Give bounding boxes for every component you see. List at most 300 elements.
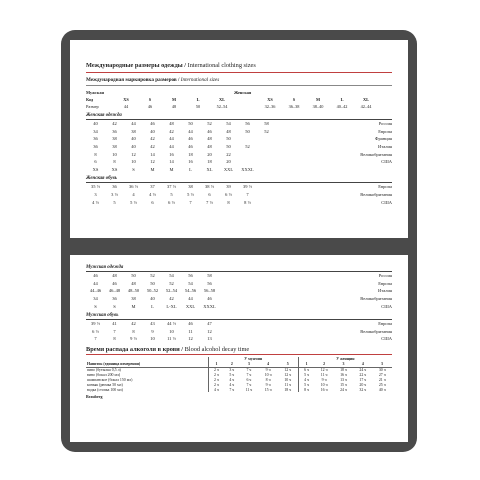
- decay-time: 2 ч: [208, 372, 224, 377]
- table-cell: 10: [131, 159, 136, 165]
- table-cell: 38: [131, 296, 136, 302]
- decay-time: 11 ч: [320, 372, 328, 377]
- alcohol-rule: [86, 354, 392, 355]
- table-cell: 36 ½: [129, 184, 138, 190]
- table-cell: 7: [113, 328, 116, 334]
- size-cell: 44: [123, 104, 129, 109]
- table-cell: 8: [113, 159, 116, 165]
- drink-row: [86, 387, 392, 392]
- table-cell: 39 ½: [91, 321, 100, 327]
- table-cell: 8: [132, 328, 135, 334]
- razmer-label: Размер: [86, 104, 99, 109]
- table-cell: 50: [245, 128, 250, 134]
- table-cell: 42: [131, 321, 136, 327]
- decay-time: 4 ч: [208, 387, 224, 392]
- table-cell: 42: [150, 136, 155, 142]
- table-row: [86, 128, 392, 136]
- weight-header: 3: [334, 362, 353, 367]
- alcohol-title-en: Blood alcohol decay time: [184, 345, 250, 353]
- table-cell: S: [94, 303, 97, 309]
- table-cell: 12: [131, 151, 136, 157]
- table-cell: 20: [226, 159, 231, 165]
- table-cell: 42: [150, 144, 155, 150]
- table-cell: 20: [207, 151, 212, 157]
- decay-time: 9 ч: [265, 367, 271, 372]
- decay-time: 9 ч: [321, 377, 327, 382]
- women-label: Женская: [234, 90, 252, 95]
- table-cell: L-XL: [166, 303, 177, 309]
- size-cell: XS: [267, 97, 273, 102]
- table-row: [86, 135, 392, 143]
- country-label: Великобритания: [360, 151, 392, 157]
- country-label: Россия: [378, 273, 392, 279]
- weight-header: 4: [258, 362, 277, 367]
- country-label: Европа: [378, 280, 392, 286]
- table-cell: 50: [150, 280, 155, 286]
- table-cell: 48: [207, 144, 212, 150]
- table-cell: 36: [112, 184, 117, 190]
- men-group: У мужчин: [208, 357, 298, 362]
- weight-header: 1: [298, 362, 314, 367]
- table-row: [86, 198, 392, 206]
- drink-name: шампанское (бокал 150 мл): [87, 377, 133, 382]
- table-cell: 16: [188, 159, 193, 165]
- brand-logo: Brauberg: [86, 393, 103, 399]
- table-cell: 8 ½: [244, 199, 251, 205]
- women-shoes-title: Женская обувь: [86, 176, 392, 183]
- table-cell: 46: [207, 128, 212, 134]
- table-row: [86, 191, 392, 199]
- table-cell: 34: [93, 128, 98, 134]
- country-label: США: [381, 159, 392, 165]
- table-cell: 40: [93, 121, 98, 127]
- table-cell: 56–58: [203, 288, 216, 294]
- table-cell: 8: [94, 151, 97, 157]
- men-shoes-title: Мужская обувь: [86, 313, 392, 320]
- table-row: [86, 280, 392, 288]
- decay-time: 12 ч: [284, 372, 292, 377]
- subtitle-en: International sizes: [180, 77, 220, 83]
- table-cell: 6: [208, 192, 211, 198]
- country-label: Россия: [378, 121, 392, 127]
- table-row: [86, 272, 392, 280]
- table-cell: 5 ½: [130, 199, 137, 205]
- table-cell: 34: [93, 296, 98, 302]
- table-cell: 11 ½: [167, 336, 176, 342]
- table-cell: 42: [169, 296, 174, 302]
- table-cell: 7: [246, 192, 249, 198]
- table-cell: 48: [169, 121, 174, 127]
- table-cell: 6 ½: [92, 328, 99, 334]
- country-label: США: [381, 199, 392, 205]
- size-cell: S: [292, 97, 296, 102]
- table-cell: 40: [131, 136, 136, 142]
- size-cell: M: [315, 97, 321, 102]
- drink-name: пиво (бутылка 0,5 л): [87, 367, 121, 372]
- decay-time: 7 ч: [246, 382, 252, 387]
- table-cell: 38 ½: [205, 184, 214, 190]
- table-cell: 3: [94, 192, 97, 198]
- size-cell: 52–54: [216, 104, 228, 109]
- table-cell: 56: [188, 273, 193, 279]
- table-cell: 12: [207, 328, 212, 334]
- table-cell: 48: [207, 136, 212, 142]
- decay-time: 10 ч: [284, 377, 292, 382]
- size-cell: 48: [171, 104, 177, 109]
- women-shoes-table: [86, 183, 392, 206]
- weight-header: 4: [353, 362, 372, 367]
- table-cell: 48: [112, 273, 117, 279]
- table-cell: 4: [132, 192, 135, 198]
- decay-time: 17 ч: [359, 377, 367, 382]
- size-cell: 36–38: [288, 104, 300, 109]
- decay-time: 15 ч: [340, 382, 347, 387]
- table-cell: 52: [150, 273, 155, 279]
- weight-header: 2: [224, 362, 239, 367]
- country-label: США: [381, 303, 392, 309]
- decay-time: 11 ч: [284, 382, 292, 387]
- table-cell: 40: [150, 296, 155, 302]
- weight-header: 3: [239, 362, 258, 367]
- page-sizes-alcohol: [70, 255, 408, 442]
- table-cell: 36: [112, 128, 117, 134]
- subtitle-rule: [86, 85, 392, 86]
- table-cell: 38: [131, 128, 136, 134]
- table-cell: 35 ½: [91, 184, 100, 190]
- country-label: Италия: [377, 288, 392, 294]
- table-cell: 44: [93, 280, 98, 286]
- table-cell: 44: [169, 144, 174, 150]
- table-cell: 50: [188, 121, 193, 127]
- men-clothing-table: [86, 272, 392, 310]
- table-cell: 44: [188, 128, 193, 134]
- table-cell: 6 ½: [225, 192, 232, 198]
- table-row: [86, 143, 392, 151]
- decay-time: 9 ч: [265, 382, 271, 387]
- table-cell: 3 ½: [111, 192, 118, 198]
- table-cell: S: [113, 303, 116, 309]
- table-cell: XXXL: [241, 166, 254, 172]
- decay-time: 4 ч: [229, 382, 235, 387]
- gender-row: [86, 89, 392, 96]
- decay-time: 6 ч: [298, 367, 314, 372]
- size-cell: S: [148, 97, 152, 102]
- drink-name: водка (стопка 100 мл): [87, 387, 123, 392]
- table-cell: L: [151, 303, 154, 309]
- decay-time: 2 ч: [208, 382, 224, 387]
- table-cell: 44–46: [89, 288, 102, 294]
- table-cell: 14: [150, 151, 155, 157]
- table-cell: 58: [264, 121, 269, 127]
- table-cell: 11: [188, 328, 193, 334]
- decay-time: 40 ч: [378, 387, 386, 392]
- table-cell: 48–50: [127, 288, 140, 294]
- decay-time: 4 ч: [229, 377, 235, 382]
- table-cell: 46: [207, 296, 212, 302]
- decay-time: 27 ч: [378, 372, 386, 377]
- alcohol-table: [86, 357, 392, 392]
- decay-time: 4 ч: [298, 377, 314, 382]
- table-cell: 39 ½: [243, 184, 252, 190]
- table-cell: 36: [93, 144, 98, 150]
- table-cell: 6: [94, 159, 97, 165]
- decay-time: 32 ч: [359, 387, 367, 392]
- country-label: Великобритания: [360, 192, 392, 198]
- decay-time: 7 ч: [246, 372, 252, 377]
- table-cell: 7 ½: [206, 199, 213, 205]
- table-cell: 7: [189, 199, 192, 205]
- title-rule: [86, 72, 392, 73]
- table-cell: 52–54: [165, 288, 178, 294]
- decay-time: 10 ч: [264, 372, 272, 377]
- men-clothing-title: Мужская одежда: [86, 265, 392, 272]
- decay-time: 11 ч: [245, 387, 253, 392]
- table-cell: 8: [227, 199, 230, 205]
- page-clothing-sizes: [70, 40, 408, 238]
- table-row: [86, 166, 392, 174]
- women-clothing-title: Женская одежда: [86, 113, 392, 120]
- women-group: У женщин: [298, 357, 392, 362]
- table-row: [86, 120, 392, 128]
- table-cell: XS: [92, 166, 99, 172]
- table-cell: XXXL: [203, 303, 216, 309]
- table-row: [86, 150, 392, 158]
- table-cell: 42: [112, 121, 117, 127]
- table-row: [86, 328, 392, 336]
- table-cell: 56: [207, 280, 212, 286]
- table-cell: XL: [206, 166, 213, 172]
- table-cell: 13: [207, 336, 212, 342]
- decay-time: 24 ч: [359, 367, 367, 372]
- decay-time: 16 ч: [340, 372, 347, 377]
- decay-time: 3 ч: [229, 367, 235, 372]
- men-shoes-table: [86, 320, 392, 343]
- weight-header: 1: [208, 362, 224, 367]
- table-cell: 9: [151, 328, 154, 334]
- decay-time: 18 ч: [284, 387, 292, 392]
- decay-time: 15 ч: [264, 387, 272, 392]
- table-cell: 10: [112, 151, 117, 157]
- women-clothing-table: [86, 120, 392, 173]
- decay-time: 18 ч: [340, 367, 347, 372]
- table-cell: 43: [150, 321, 155, 327]
- country-label: Европа: [378, 128, 392, 134]
- table-cell: 22: [226, 151, 231, 157]
- table-cell: 8: [113, 336, 116, 342]
- size-cell: 50: [195, 104, 201, 109]
- decay-time: 7 ч: [229, 387, 235, 392]
- table-cell: 6 ½: [168, 199, 175, 205]
- table-cell: 56: [245, 121, 250, 127]
- country-label: Франция: [374, 136, 392, 142]
- table-cell: M: [169, 166, 174, 172]
- table-cell: 5: [170, 192, 173, 198]
- country-label: США: [381, 336, 392, 342]
- table-cell: 54: [188, 280, 193, 286]
- table-cell: 48: [131, 280, 136, 286]
- title-ru: Международные размеры одежды: [86, 62, 183, 69]
- table-cell: 54–56: [184, 288, 197, 294]
- table-cell: 5 ½: [187, 192, 194, 198]
- table-cell: 39: [226, 184, 231, 190]
- subtitle-ru: Международная маркировка размеров: [86, 77, 177, 83]
- drink-name: вино (бокал 200 мл): [87, 372, 121, 377]
- table-cell: XXL: [223, 166, 234, 172]
- decay-time: 6 ч: [246, 377, 252, 382]
- decay-time: 22 ч: [359, 372, 367, 377]
- table-cell: 4 ½: [92, 199, 99, 205]
- decay-time: 10 ч: [320, 382, 328, 387]
- table-cell: 14: [169, 159, 174, 165]
- decay-time: 30 ч: [378, 367, 386, 372]
- drink-name: коньяк (рюмка 50 мл): [87, 382, 123, 387]
- alcohol-title: Время распада алкоголя в крови / Blood alcohol decay time: [86, 345, 250, 353]
- size-cell: 46: [147, 104, 153, 109]
- decay-time: 24 ч: [340, 387, 347, 392]
- table-cell: 58: [207, 273, 212, 279]
- table-cell: M: [131, 303, 136, 309]
- country-label: Италия: [377, 144, 392, 150]
- table-cell: L: [189, 166, 192, 172]
- size-cell: L: [196, 97, 200, 102]
- decay-time: 5 ч: [229, 372, 235, 377]
- size-row: [86, 103, 392, 110]
- table-row: [86, 158, 392, 166]
- table-cell: 42: [169, 128, 174, 134]
- kod-label: Код: [86, 97, 94, 102]
- table-cell: 54: [226, 121, 231, 127]
- table-row: [86, 295, 392, 303]
- weight-header: 5: [278, 362, 298, 367]
- table-cell: 40: [131, 144, 136, 150]
- table-cell: 48: [226, 128, 231, 134]
- weight-header: 2: [314, 362, 333, 367]
- table-cell: 46: [188, 136, 193, 142]
- weight-header: 5: [373, 362, 392, 367]
- decay-time: 2 ч: [208, 377, 224, 382]
- table-cell: 36: [112, 296, 117, 302]
- table-cell: 52: [207, 121, 212, 127]
- table-cell: 10: [169, 328, 174, 334]
- table-cell: 46–48: [108, 288, 121, 294]
- table-cell: 52: [245, 144, 250, 150]
- table-cell: 52: [169, 280, 174, 286]
- size-cell: 32–36: [264, 104, 276, 109]
- table-cell: 44: [169, 136, 174, 142]
- drink-header: Напиток (единица измерения): [86, 362, 208, 367]
- table-cell: S: [132, 166, 135, 172]
- table-cell: 54: [169, 273, 174, 279]
- table-row: [86, 302, 392, 310]
- table-cell: 47: [207, 321, 212, 327]
- table-cell: 38: [188, 184, 193, 190]
- table-cell: 46: [112, 280, 117, 286]
- size-cell: L: [340, 97, 344, 102]
- country-label: Великобритания: [360, 328, 392, 334]
- table-cell: XXL: [185, 303, 196, 309]
- table-cell: 37 ½: [167, 184, 176, 190]
- table-cell: 40: [150, 128, 155, 134]
- decay-time: 8 ч: [298, 387, 314, 392]
- decay-time: 20 ч: [359, 382, 367, 387]
- decay-time: 21 ч: [378, 377, 386, 382]
- table-cell: 9 ½: [130, 336, 137, 342]
- table-cell: 38: [112, 144, 117, 150]
- alcohol-title-ru: Время распада алкоголя в крови: [86, 345, 180, 353]
- title-en: International clothing sizes: [187, 62, 256, 69]
- size-cell: XL: [363, 97, 369, 102]
- table-cell: 44: [131, 121, 136, 127]
- decay-time: 5 ч: [298, 382, 314, 387]
- men-label: Мужская: [86, 90, 104, 95]
- table-cell: 6: [151, 199, 154, 205]
- decay-time: 13 ч: [340, 377, 347, 382]
- table-cell: 18: [188, 151, 193, 157]
- table-cell: 36: [93, 136, 98, 142]
- table-cell: 12: [188, 336, 193, 342]
- table-row: [86, 183, 392, 191]
- code-row: [86, 96, 392, 103]
- table-cell: 16: [169, 151, 174, 157]
- table-cell: 37: [150, 184, 155, 190]
- table-cell: 41: [112, 321, 117, 327]
- decay-time: 5 ч: [298, 372, 314, 377]
- table-cell: 38: [112, 136, 117, 142]
- size-cell: 40–42: [336, 104, 348, 109]
- size-cell: M: [171, 97, 177, 102]
- table-cell: 18: [207, 159, 212, 165]
- table-cell: M: [150, 166, 155, 172]
- table-cell: 46: [188, 321, 193, 327]
- subtitle: Международная маркировка размеров / International sizes: [86, 77, 220, 83]
- decay-time: 7 ч: [246, 367, 252, 372]
- table-cell: 10: [150, 336, 155, 342]
- table-cell: 50: [226, 144, 231, 150]
- decay-time: 16 ч: [320, 387, 328, 392]
- decay-time: 25 ч: [378, 382, 386, 387]
- table-cell: 46: [150, 121, 155, 127]
- decay-time: 8 ч: [265, 377, 271, 382]
- decay-time: 12 ч: [284, 367, 292, 372]
- table-cell: 4 ½: [149, 192, 156, 198]
- table-cell: 50: [226, 136, 231, 142]
- table-row: [86, 320, 392, 328]
- country-label: Европа: [378, 184, 392, 190]
- country-label: Великобритания: [360, 296, 392, 302]
- table-cell: 44: [188, 296, 193, 302]
- size-cell: XL: [219, 97, 225, 102]
- table-cell: 46: [188, 144, 193, 150]
- table-cell: 44 ½: [167, 321, 176, 327]
- size-cell: XS: [123, 97, 129, 102]
- table-cell: 50: [131, 273, 136, 279]
- table-cell: 7: [94, 336, 97, 342]
- size-cell: 38–40: [312, 104, 324, 109]
- country-label: Европа: [378, 321, 392, 327]
- table-cell: 5: [113, 199, 116, 205]
- page-spread-gap: [64, 238, 414, 255]
- page-title: Международные размеры одежды / International clothing sizes: [86, 62, 256, 69]
- table-cell: XS: [111, 166, 118, 172]
- decay-time: 2 ч: [208, 367, 224, 372]
- size-cell: 42–44: [360, 104, 372, 109]
- table-row: [86, 287, 392, 295]
- table-cell: 46: [93, 273, 98, 279]
- table-cell: 52: [264, 128, 269, 134]
- table-row: [86, 335, 392, 343]
- table-cell: 50–52: [146, 288, 159, 294]
- table-cell: 12: [150, 159, 155, 165]
